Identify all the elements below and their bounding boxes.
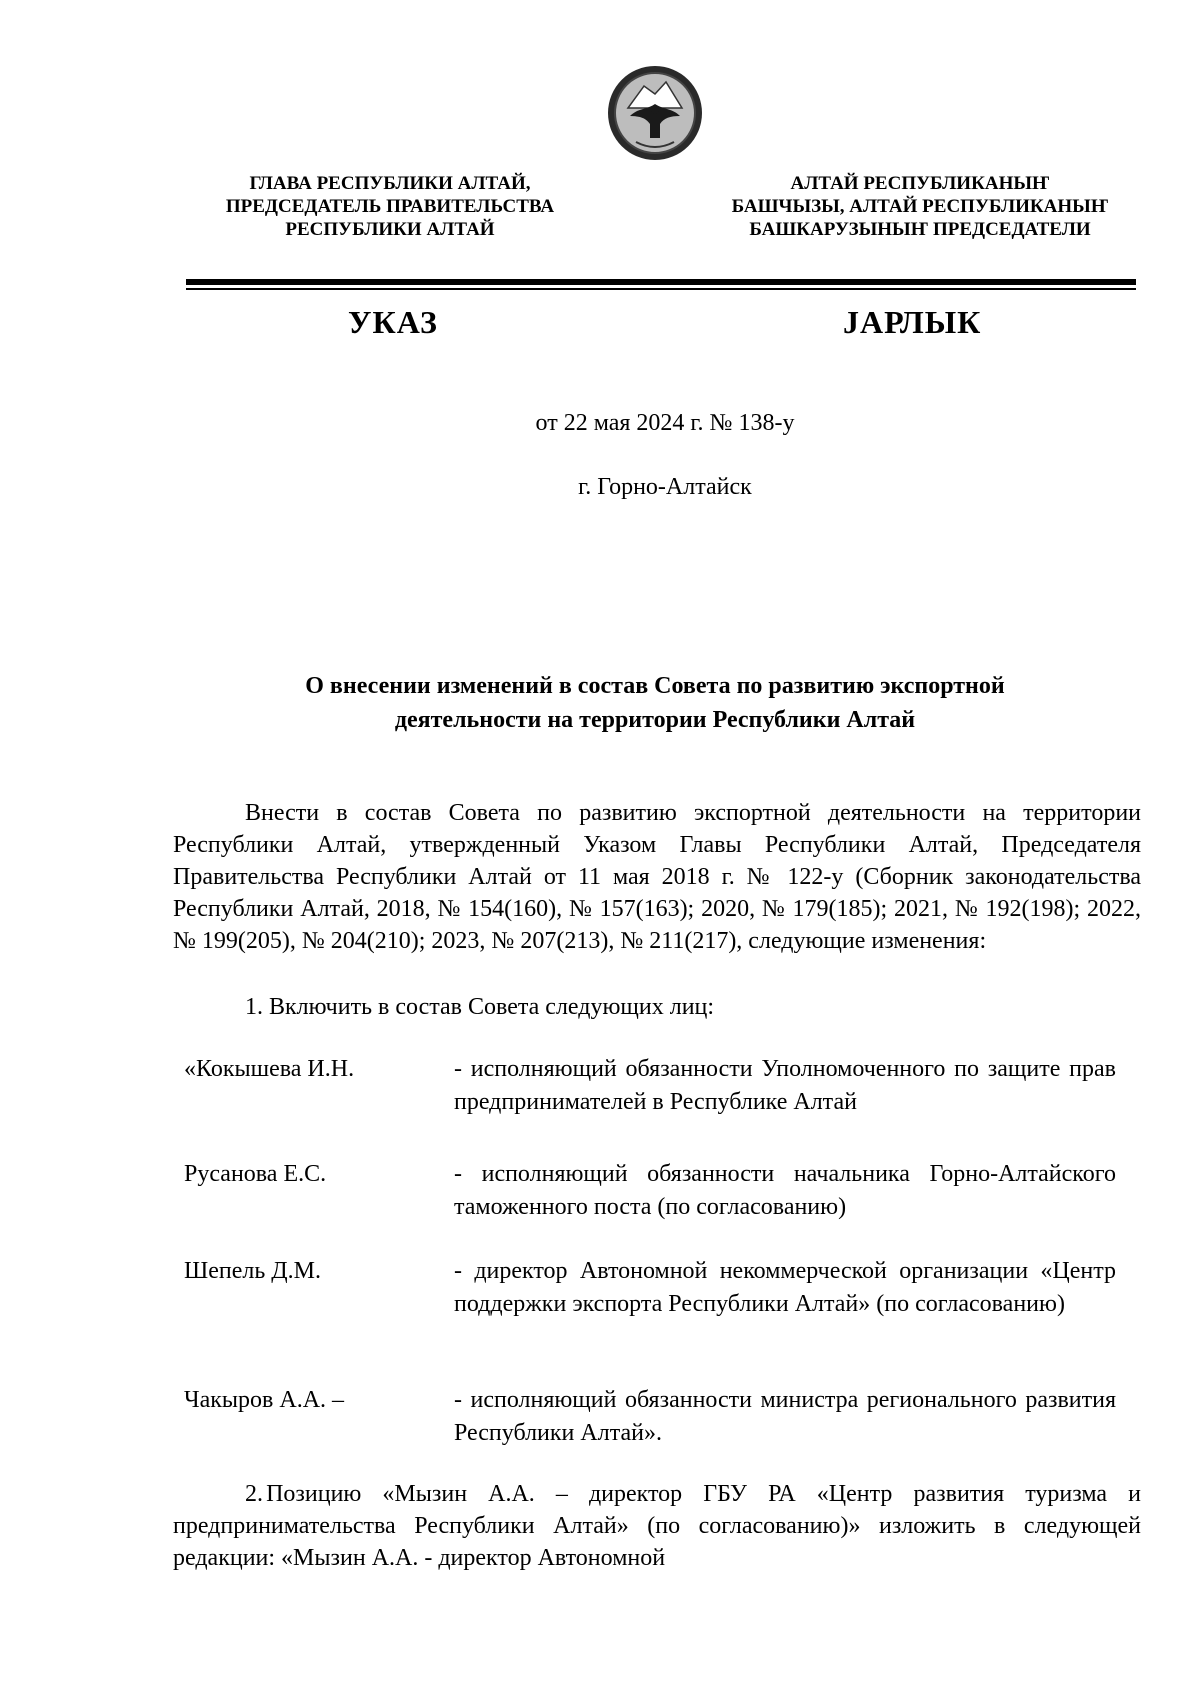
- doc-type-ukaz: УКАЗ: [348, 304, 438, 340]
- header-divider-thin: [186, 288, 1136, 290]
- paragraph-2: [173, 1478, 1141, 1574]
- person-role: - исполняющий обязанности министра регионального развития Республики Алтай».: [454, 1387, 1116, 1446]
- header-right-line-3: БАШКАРУЗЫНЫҤ ПРЕДСЕДАТЕЛИ: [749, 219, 1091, 240]
- republic-emblem: [606, 64, 704, 162]
- paragraph-1: Внести в состав Совета по развитию экспортной деятельности на территории Республики Алтай, утвержденный Указом Главы Республики Алтай, Председателя Правительства Республики Алтай от 11 мая 2018 г. № 122-у (Сборник законодательства Республики Алтай, 2018, № 154(160), № 157(163); 2020, № 179(185); 2021, № 192(198); 2022, № 199(205), № 204(210); 2023, № 207(213), № 211(217), следующие изменения:: [173, 800, 1141, 954]
- person-name: «Кокышева И.Н.: [184, 1056, 355, 1082]
- doc-type-jarlyk: JАРЛЫК: [843, 304, 982, 340]
- document-city: г. Горно-Алтайск: [578, 474, 752, 500]
- header-right-line-1: АЛТАЙ РЕСПУБЛИКАНЫҤ: [790, 173, 1050, 194]
- document-title: [190, 669, 1120, 737]
- header-right-line-2: БАШЧЫЗЫ, АЛТАЙ РЕСПУБЛИКАНЫҤ: [731, 196, 1109, 217]
- title-line-1: О внесении изменений в состав Совета по развитию экспортной: [305, 673, 1005, 699]
- item-1: 1. Включить в состав Совета следующих лиц:: [245, 994, 715, 1020]
- header-right: [700, 172, 1140, 241]
- document-date: от 22 мая 2024 г. № 138-у: [535, 410, 795, 436]
- person-role: - директор Автономной некоммерческой организации «Центр поддержки экспорта Республики Алтай» (по согласованию): [454, 1258, 1116, 1317]
- header-left-line-2: ПРЕДСЕДАТЕЛЬ ПРАВИТЕЛЬСТВА: [225, 196, 555, 217]
- person-name: Шепель Д.М.: [184, 1258, 321, 1284]
- person-role: - исполняющий обязанности начальника Горно-Алтайского таможенного поста (по согласованию): [454, 1161, 1116, 1220]
- header-divider-thick: [186, 279, 1136, 285]
- person-name: Русанова Е.С.: [184, 1161, 327, 1187]
- title-line-2: деятельности на территории Республики Алтай: [394, 707, 916, 733]
- header-left-line-3: РЕСПУБЛИКИ АЛТАЙ: [285, 219, 495, 240]
- person-role: - исполняющий обязанности Уполномоченного по защите прав предпринимателей в Республике Алтай: [454, 1056, 1116, 1115]
- header-left-line-1: ГЛАВА РЕСПУБЛИКИ АЛТАЙ,: [249, 173, 531, 194]
- item-2-text: Позицию «Мызин А.А. – директор ГБУ РА «Центр развития туризма и предпринимательства Республики Алтай» (по согласованию)» изложить в следующей редакции: «Мызин А.А. - директор Автономной: [173, 1481, 1142, 1571]
- item-2-number: 2.: [245, 1481, 263, 1507]
- person-name: Чакыров А.А. –: [184, 1387, 345, 1413]
- header-left: [190, 172, 590, 241]
